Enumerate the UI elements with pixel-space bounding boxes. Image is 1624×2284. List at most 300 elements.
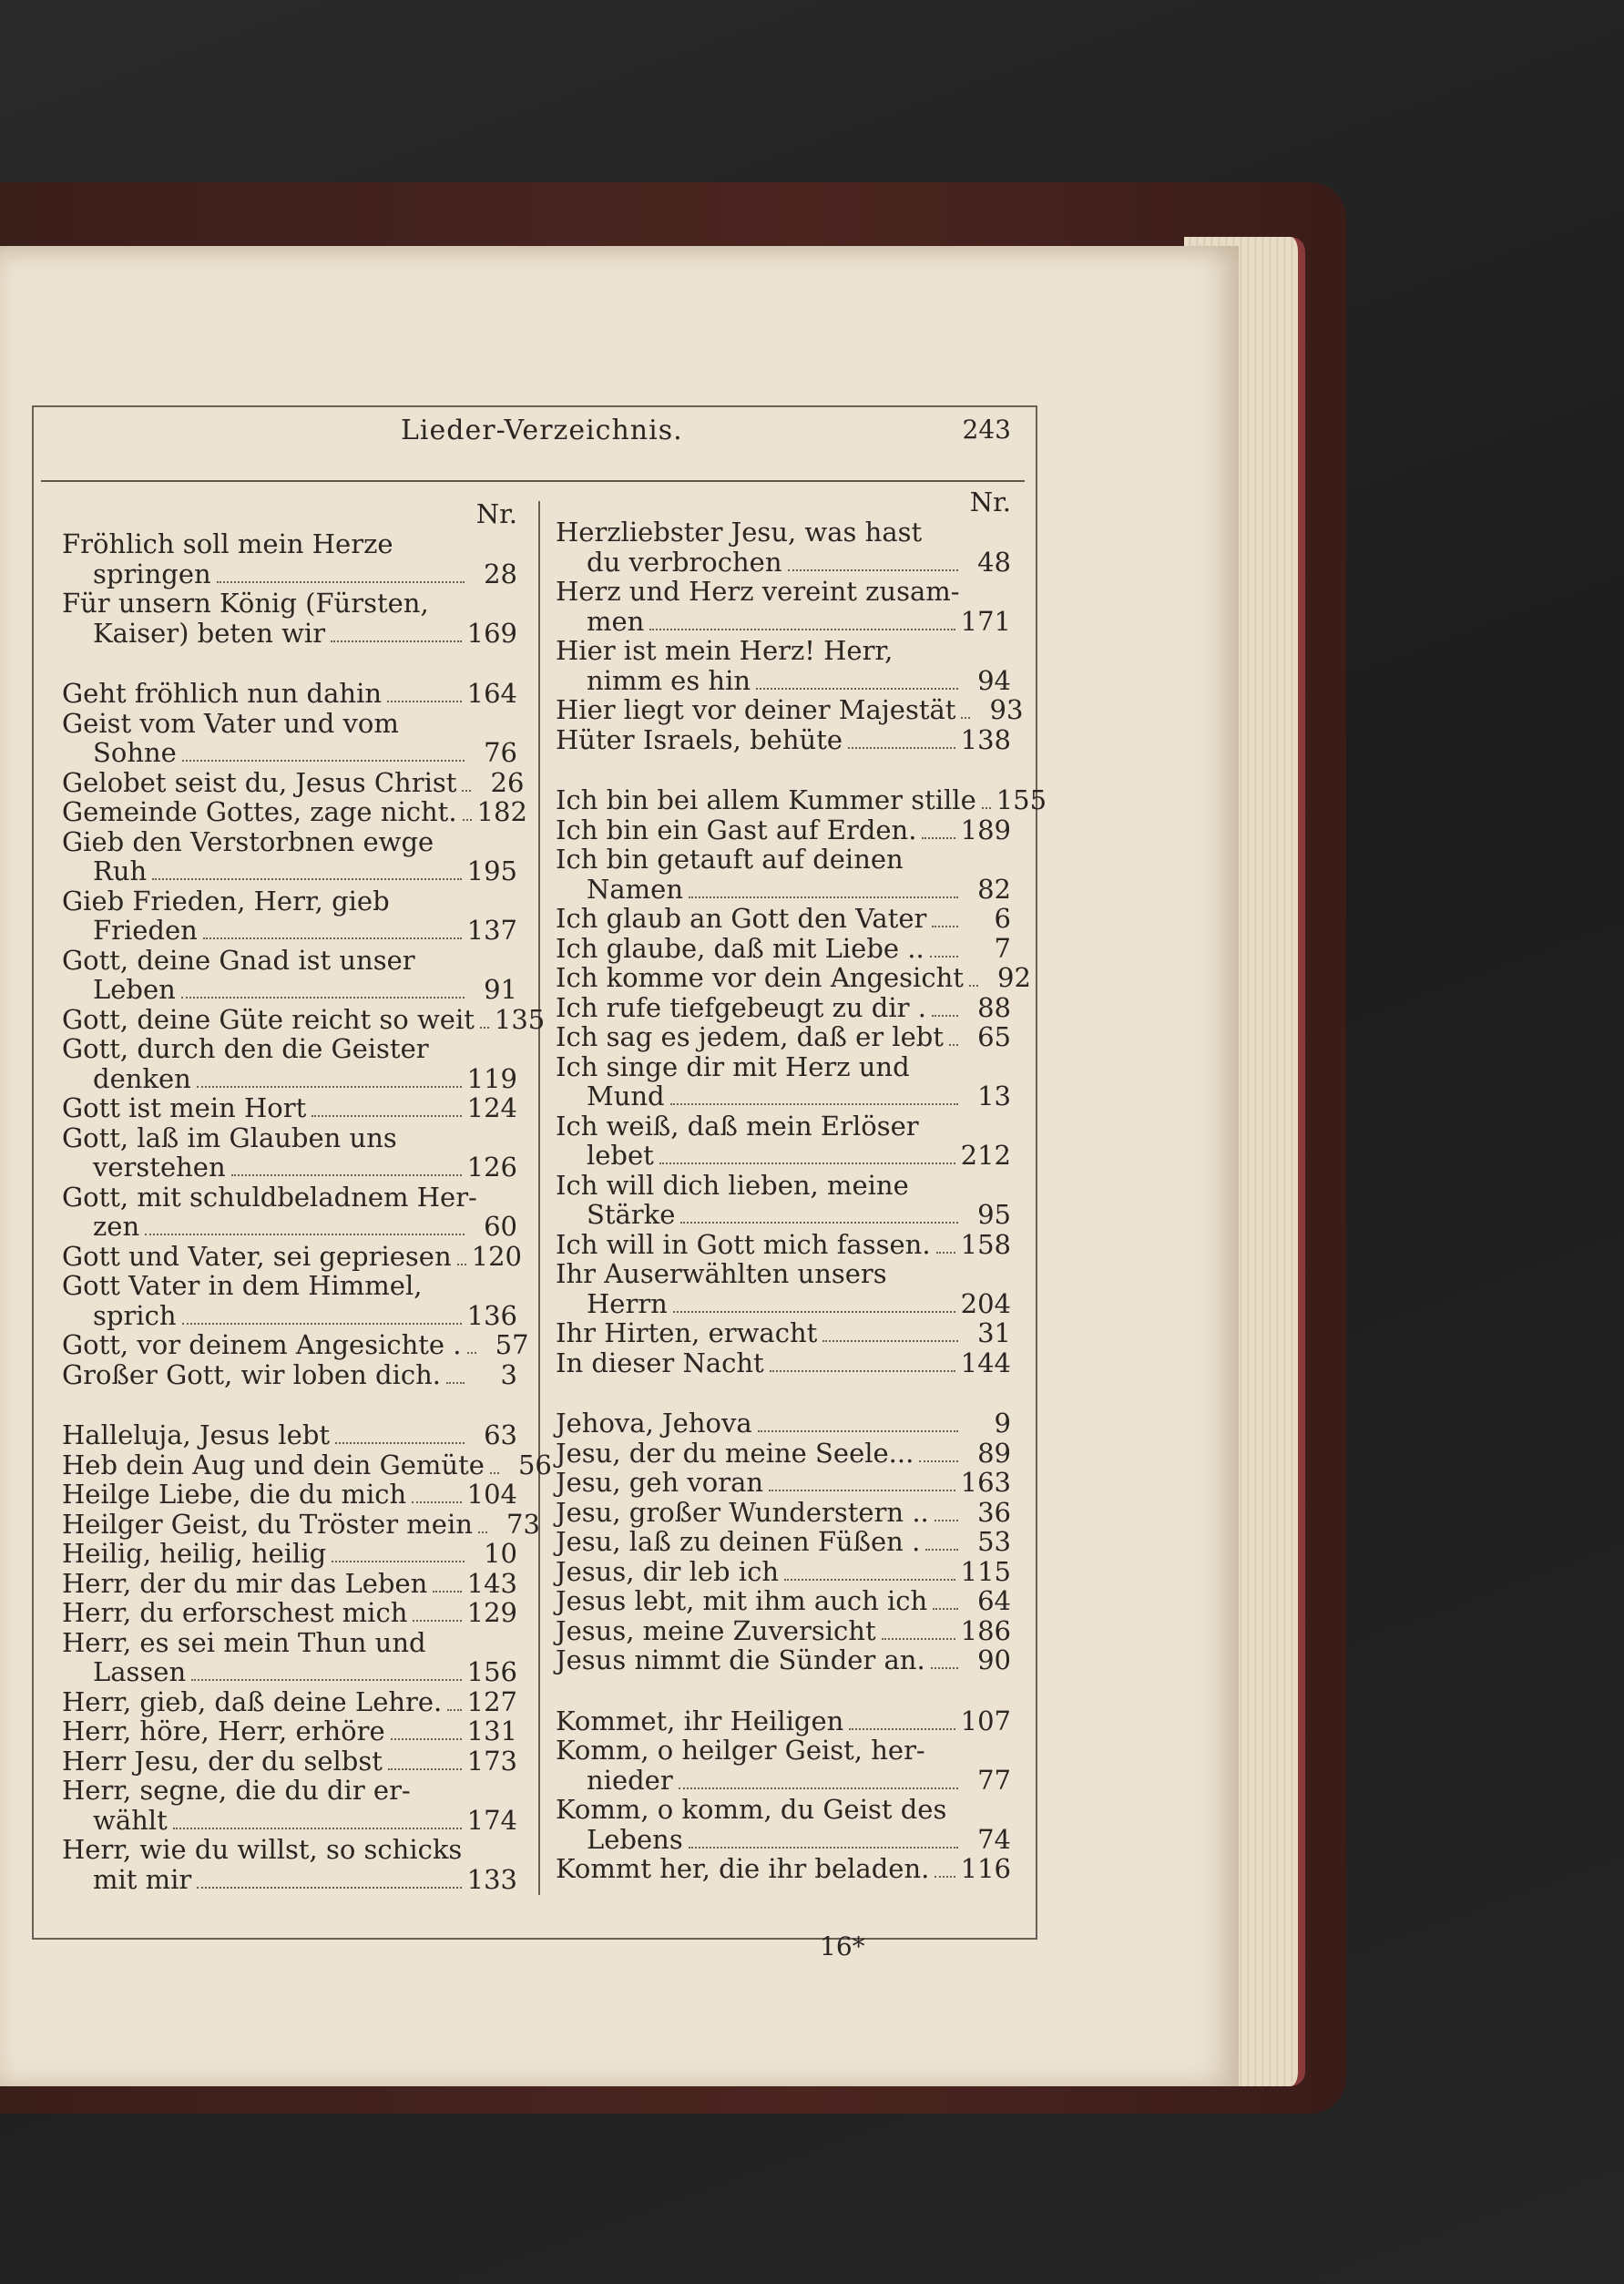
- entry-line: [62, 1003, 546, 1035]
- entry-line: [556, 1766, 1011, 1796]
- entry-line: [556, 1408, 1011, 1439]
- index-entry: [556, 1408, 1011, 1439]
- entry-line: [556, 993, 1011, 1023]
- song-number: 195: [466, 855, 517, 886]
- dot-leader: [182, 760, 465, 762]
- entry-title: mit mir: [93, 1863, 192, 1895]
- index-entry: [556, 694, 1024, 725]
- song-number: 57: [495, 1329, 529, 1360]
- dot-leader: [784, 1579, 955, 1581]
- entry-line: [62, 1480, 517, 1510]
- entry-line: [62, 1183, 517, 1213]
- entry-title: Für unsern König (Fürsten,: [62, 588, 429, 619]
- song-number: 74: [977, 1823, 1011, 1855]
- index-entry: [62, 1034, 517, 1093]
- song-number: 120: [471, 1240, 522, 1272]
- index-entry: [556, 784, 1047, 815]
- entry-title: Ich weiß, daß mein Erlöser: [556, 1110, 919, 1142]
- dot-leader: [490, 1472, 499, 1474]
- song-number: 173: [466, 1745, 517, 1777]
- dot-leader: [670, 1103, 958, 1105]
- entry-title: Ich sag es jedem, daß er lebt: [556, 1021, 944, 1052]
- dot-leader: [756, 688, 958, 690]
- song-number: 93: [989, 694, 1024, 725]
- index-entry: [556, 1022, 1011, 1052]
- entry-line: [62, 1093, 517, 1123]
- song-number: 65: [977, 1021, 1011, 1052]
- dot-leader: [930, 956, 958, 958]
- entry-line: [556, 904, 1011, 934]
- dot-leader: [217, 581, 465, 583]
- entry-title: Ich will dich lieben, meine: [556, 1169, 909, 1201]
- song-number: 82: [977, 873, 1011, 905]
- index-entry: [62, 1776, 517, 1835]
- entry-title: Gott und Vater, sei gepriesen: [62, 1240, 452, 1272]
- index-entry: [556, 1052, 1011, 1111]
- entry-line: [62, 1716, 517, 1746]
- entry-title: Kaiser) beten wir: [93, 617, 326, 649]
- song-number: 104: [466, 1479, 517, 1510]
- entry-title: Geist vom Vater und vom: [62, 707, 399, 739]
- entry-line: [556, 1586, 1011, 1616]
- song-number: 163: [960, 1467, 1011, 1498]
- index-entry: [62, 1183, 517, 1242]
- entry-title: denken: [93, 1062, 191, 1094]
- entry-line: [62, 1240, 522, 1272]
- dot-leader: [331, 640, 462, 642]
- dot-leader: [659, 1162, 955, 1164]
- entry-title: Herr, segne, die du dir er-: [62, 1775, 411, 1806]
- index-entry: [62, 766, 525, 798]
- index-column-right: [556, 487, 1047, 1884]
- dot-leader: [848, 747, 955, 749]
- entry-line: [556, 1141, 1011, 1171]
- entry-title: Gott, laß im Glauben uns: [62, 1122, 397, 1153]
- entry-line: [62, 679, 517, 709]
- index-entry: [556, 1171, 1011, 1230]
- entry-title: Ich bin ein Gast auf Erden.: [556, 814, 917, 845]
- entry-title: Heb dein Aug und dein Gemüte: [62, 1449, 485, 1480]
- group-spacer: [62, 1389, 517, 1420]
- dot-leader: [463, 819, 472, 821]
- entry-title: zen: [93, 1211, 140, 1242]
- entry-line: [556, 636, 1011, 666]
- dot-leader: [931, 1667, 958, 1669]
- entry-title: Jesu, der du meine Seele...: [556, 1437, 914, 1469]
- index-entry: [556, 1498, 1011, 1528]
- dot-leader: [849, 1728, 955, 1730]
- entry-line: [556, 962, 1031, 993]
- entry-title: sprich: [93, 1299, 177, 1331]
- entry-title: Geht fröhlich nun dahin: [62, 678, 383, 709]
- index-entry: [62, 1003, 546, 1035]
- entry-line: [556, 784, 1047, 815]
- index-entry: [62, 1420, 517, 1450]
- index-entry: [556, 577, 1011, 636]
- entry-line: [62, 1835, 517, 1865]
- song-number: 28: [484, 558, 517, 589]
- song-number: 126: [466, 1152, 517, 1183]
- dot-leader: [769, 1490, 955, 1491]
- entry-title: Komm, o heilger Geist, her-: [556, 1735, 925, 1766]
- entry-line: [556, 1645, 1011, 1675]
- song-number: 119: [466, 1062, 517, 1094]
- index-column-left: [62, 498, 552, 1895]
- dot-leader: [822, 1340, 958, 1342]
- song-number: 73: [506, 1508, 540, 1540]
- page-title: Lieder-Verzeichnis.: [401, 415, 683, 446]
- song-number: 169: [466, 617, 517, 649]
- entry-line: [62, 1746, 517, 1777]
- song-number: 129: [466, 1597, 517, 1628]
- song-number: 13: [977, 1081, 1011, 1111]
- entry-title: Herr, wie du willst, so schicks: [62, 1834, 463, 1865]
- dot-leader: [446, 1382, 465, 1384]
- index-entry: [556, 962, 1031, 993]
- entry-line: [556, 548, 1011, 578]
- dot-leader: [197, 1086, 462, 1088]
- dot-leader: [447, 1709, 461, 1711]
- entry-title: Jesu, geh voran: [556, 1467, 764, 1498]
- index-entry: [556, 934, 1011, 964]
- dot-leader: [412, 1501, 461, 1503]
- dot-leader: [181, 997, 465, 999]
- entry-title: Frieden: [93, 915, 198, 946]
- song-number: 164: [466, 678, 517, 709]
- entry-title: Hier ist mein Herz! Herr,: [556, 635, 894, 666]
- entry-title: Mund: [587, 1081, 665, 1111]
- index-entry: [62, 1835, 517, 1894]
- entry-line: [62, 766, 525, 798]
- entry-title: nieder: [587, 1764, 673, 1796]
- entry-line: [62, 827, 517, 857]
- song-number: 77: [977, 1764, 1011, 1796]
- entry-title: Gott, mit schuldbeladnem Her-: [62, 1181, 477, 1213]
- index-entry: [62, 1123, 517, 1183]
- song-number: 6: [994, 903, 1011, 934]
- index-entry: [556, 845, 1011, 904]
- index-entry: [556, 1348, 1011, 1378]
- entry-line: [556, 1230, 1011, 1260]
- entry-title: Fröhlich soll mein Herze: [62, 528, 393, 559]
- entry-title: Gott Vater in dem Himmel,: [62, 1270, 423, 1301]
- song-number: 63: [484, 1419, 517, 1450]
- entry-line: [556, 666, 1011, 696]
- dot-leader: [332, 1561, 465, 1562]
- entry-line: [62, 1657, 517, 1687]
- dot-leader: [173, 1828, 462, 1829]
- entry-title: wählt: [93, 1804, 168, 1836]
- entry-line: [556, 1348, 1011, 1378]
- index-entry: [556, 993, 1011, 1023]
- song-number: 137: [466, 915, 517, 946]
- entry-title: Gieb Frieden, Herr, gieb: [62, 885, 390, 917]
- entry-line: [62, 709, 517, 739]
- song-number: 212: [960, 1140, 1011, 1171]
- entry-title: Stärke: [587, 1199, 676, 1230]
- entry-line: [62, 1329, 529, 1360]
- index-entry: [556, 1439, 1011, 1469]
- entry-line: [62, 1508, 540, 1540]
- entry-line: [62, 1034, 517, 1064]
- index-entry: [62, 679, 517, 709]
- index-entry: [556, 1736, 1011, 1795]
- index-entry: [62, 1508, 540, 1540]
- entry-line: [556, 1825, 1011, 1855]
- song-number: 189: [960, 814, 1011, 845]
- song-number: 171: [960, 605, 1011, 637]
- dot-leader: [478, 1531, 487, 1533]
- entry-line: [62, 1360, 517, 1390]
- entry-line: [556, 1289, 1011, 1319]
- index-entry: [62, 1480, 517, 1510]
- entry-title: Herr, gieb, daß deine Lehre.: [62, 1685, 443, 1717]
- dot-leader: [922, 837, 955, 839]
- dot-leader: [961, 717, 970, 719]
- entry-title: Kommet, ihr Heiligen: [556, 1705, 844, 1736]
- dot-leader: [182, 1323, 462, 1325]
- dot-leader: [231, 1174, 462, 1176]
- entry-line: [62, 1776, 517, 1806]
- entry-line: [62, 1539, 517, 1569]
- entry-title: Gott, deine Gnad ist unser: [62, 944, 415, 976]
- song-number: 133: [466, 1863, 517, 1895]
- entry-line: [556, 1527, 1011, 1557]
- entry-line: [62, 1569, 517, 1599]
- dot-leader: [673, 1311, 955, 1313]
- dot-leader: [679, 1787, 958, 1789]
- entry-line: [556, 1795, 1011, 1825]
- index-entry: [62, 1360, 517, 1390]
- signature-mark: 16*: [820, 1931, 865, 1961]
- entry-line: [62, 1449, 552, 1480]
- song-number: 158: [960, 1228, 1011, 1260]
- entry-title: Kommt her, die ihr beladen.: [556, 1853, 930, 1884]
- dot-leader: [932, 1015, 958, 1017]
- entry-title: Ich glaub an Gott den Vater: [556, 903, 927, 934]
- index-entry: [62, 1240, 522, 1272]
- entry-title: verstehen: [93, 1152, 226, 1183]
- song-number: 115: [960, 1555, 1011, 1587]
- dot-leader: [391, 1738, 462, 1740]
- entry-line: [62, 1687, 517, 1717]
- entry-title: Herzliebster Jesu, was hast: [556, 517, 923, 548]
- entry-line: [556, 725, 1011, 755]
- dot-leader: [949, 1044, 958, 1046]
- entry-line: [62, 1806, 517, 1836]
- entry-title: Lebens: [587, 1823, 683, 1855]
- entry-title: Gott, durch den die Geister: [62, 1033, 429, 1064]
- dot-leader: [788, 569, 958, 571]
- dot-leader: [462, 790, 471, 792]
- song-number: 91: [484, 974, 517, 1005]
- song-number: 127: [466, 1685, 517, 1717]
- song-number: 31: [977, 1317, 1011, 1348]
- index-entry: [556, 1645, 1011, 1675]
- song-number: 89: [977, 1437, 1011, 1469]
- song-number: 88: [977, 991, 1011, 1023]
- song-number: 204: [960, 1287, 1011, 1319]
- entry-line: [556, 517, 1011, 548]
- entry-title: du verbrochen: [587, 546, 782, 578]
- entry-line: [556, 1081, 1011, 1111]
- entry-list: [556, 517, 1047, 1884]
- entry-title: Herr, höre, Herr, erhöre: [62, 1716, 385, 1746]
- dot-leader: [388, 1768, 462, 1770]
- dot-leader: [649, 629, 955, 630]
- index-entry: [556, 1259, 1011, 1318]
- entry-title: Gelobet seist du, Jesus Christ: [62, 766, 457, 798]
- entry-line: [556, 1616, 1011, 1646]
- entry-line: [556, 1171, 1011, 1201]
- entry-line: [62, 529, 517, 559]
- entry-line: [62, 1123, 517, 1153]
- index-entry: [556, 1111, 1011, 1171]
- index-entry: [62, 1687, 517, 1717]
- entry-title: Gieb den Verstorbnen ewge: [62, 825, 434, 857]
- dot-leader: [758, 1430, 958, 1432]
- index-entry: [62, 1329, 529, 1360]
- entry-title: lebet: [587, 1140, 654, 1171]
- entry-title: men: [587, 605, 645, 637]
- entry-title: In dieser Nacht: [556, 1347, 764, 1378]
- entry-line: [556, 1498, 1011, 1528]
- song-number: 155: [996, 784, 1047, 815]
- song-number: 144: [960, 1347, 1011, 1378]
- dot-leader: [312, 1115, 461, 1117]
- index-entry: [62, 1271, 517, 1330]
- dot-leader: [935, 1876, 955, 1878]
- song-number: 95: [977, 1199, 1011, 1230]
- song-number: 36: [977, 1496, 1011, 1528]
- entry-line: [62, 589, 517, 619]
- entry-title: Herr, du erforschest mich: [62, 1597, 408, 1628]
- dot-leader: [191, 1679, 461, 1681]
- entry-line: [62, 1271, 517, 1301]
- index-entry: [556, 904, 1011, 934]
- song-number: 64: [977, 1585, 1011, 1616]
- entry-list: [62, 528, 552, 1895]
- entry-title: Herr, der du mir das Leben: [62, 1567, 428, 1599]
- entry-title: Gott, deine Güte reicht so weit: [62, 1003, 475, 1035]
- dot-leader: [152, 878, 461, 880]
- entry-line: [62, 1064, 517, 1094]
- song-number: 92: [997, 962, 1031, 993]
- song-number: 116: [960, 1853, 1011, 1884]
- index-entry: [62, 709, 517, 768]
- song-number: 135: [494, 1003, 546, 1035]
- entry-title: Heilge Liebe, die du mich: [62, 1479, 407, 1510]
- entry-line: [556, 1111, 1011, 1142]
- dot-leader: [935, 1520, 958, 1521]
- entry-line: [556, 1557, 1011, 1587]
- dot-leader: [197, 1887, 461, 1889]
- entry-title: Hüter Israels, behüte: [556, 723, 843, 755]
- song-number: 10: [484, 1538, 517, 1569]
- entry-title: Jesus nimmt die Sünder an.: [556, 1644, 925, 1675]
- dot-leader: [932, 926, 958, 927]
- entry-line: [556, 845, 1011, 875]
- entry-line: [62, 1628, 517, 1658]
- dot-leader: [933, 1608, 958, 1610]
- entry-line: [556, 1259, 1011, 1289]
- entry-title: Komm, o komm, du Geist des: [556, 1794, 947, 1825]
- nr-column-label: Nr.: [969, 487, 1011, 517]
- dot-leader: [467, 1352, 476, 1354]
- index-entry: [556, 1527, 1011, 1557]
- entry-title: Hier liegt vor deiner Majestät: [556, 694, 956, 725]
- header-rule: [41, 480, 1025, 482]
- index-entry: [62, 589, 517, 648]
- entry-title: Großer Gott, wir loben dich.: [62, 1358, 441, 1390]
- entry-title: Lassen: [93, 1656, 187, 1687]
- entry-title: Heilig, heilig, heilig: [62, 1538, 327, 1569]
- entry-line: [556, 1439, 1011, 1469]
- index-entry: [556, 636, 1011, 695]
- song-number: 174: [466, 1804, 517, 1836]
- index-entry: [556, 1557, 1011, 1587]
- entry-line: [556, 815, 1011, 845]
- index-entry: [556, 1586, 1011, 1616]
- index-entry: [556, 1795, 1011, 1854]
- dot-leader: [770, 1370, 955, 1372]
- index-entry: [62, 1628, 517, 1687]
- entry-line: [556, 1706, 1011, 1736]
- entry-title: Jesus, dir leb ich: [556, 1555, 779, 1587]
- entry-title: Jesu, laß zu deinen Füßen .: [556, 1526, 921, 1557]
- song-number: 124: [466, 1092, 517, 1123]
- entry-line: [62, 1420, 517, 1450]
- index-entry: [556, 517, 1011, 577]
- entry-line: [556, 934, 1011, 964]
- entry-line: [62, 738, 517, 768]
- entry-line: [62, 856, 517, 886]
- index-entry: [62, 796, 527, 827]
- song-number: 131: [466, 1716, 517, 1746]
- page-number: 243: [962, 415, 1011, 445]
- entry-title: Heilger Geist, du Tröster mein: [62, 1508, 473, 1540]
- entry-title: Ihr Auserwählten unsers: [556, 1258, 887, 1289]
- song-number: 7: [994, 932, 1011, 964]
- entry-title: Ruh: [93, 855, 148, 886]
- dot-leader: [882, 1638, 955, 1640]
- song-number: 3: [500, 1358, 517, 1390]
- song-number: 182: [476, 796, 527, 827]
- dot-leader: [480, 1027, 489, 1029]
- song-number: 90: [977, 1644, 1011, 1675]
- song-number: 186: [960, 1614, 1011, 1646]
- song-number: 26: [490, 766, 525, 798]
- entry-title: Namen: [587, 873, 684, 905]
- index-entry: [62, 1598, 517, 1628]
- entry-line: [556, 694, 1024, 725]
- entry-line: [556, 1736, 1011, 1766]
- dot-leader: [969, 985, 978, 987]
- entry-line: [62, 796, 527, 827]
- entry-line: [62, 619, 517, 649]
- entry-title: Herz und Herz vereint zusam-: [556, 576, 960, 607]
- dot-leader: [919, 1460, 958, 1462]
- index-entry: [556, 815, 1011, 845]
- dot-leader: [433, 1591, 461, 1593]
- index-entry: [62, 1569, 517, 1599]
- index-entry: [62, 946, 517, 1005]
- group-spacer: [556, 1675, 1011, 1706]
- entry-title: Ich bin bei allem Kummer stille: [556, 784, 976, 815]
- song-number: 60: [484, 1211, 517, 1242]
- entry-title: Leben: [93, 974, 176, 1005]
- column-divider: [538, 501, 540, 1895]
